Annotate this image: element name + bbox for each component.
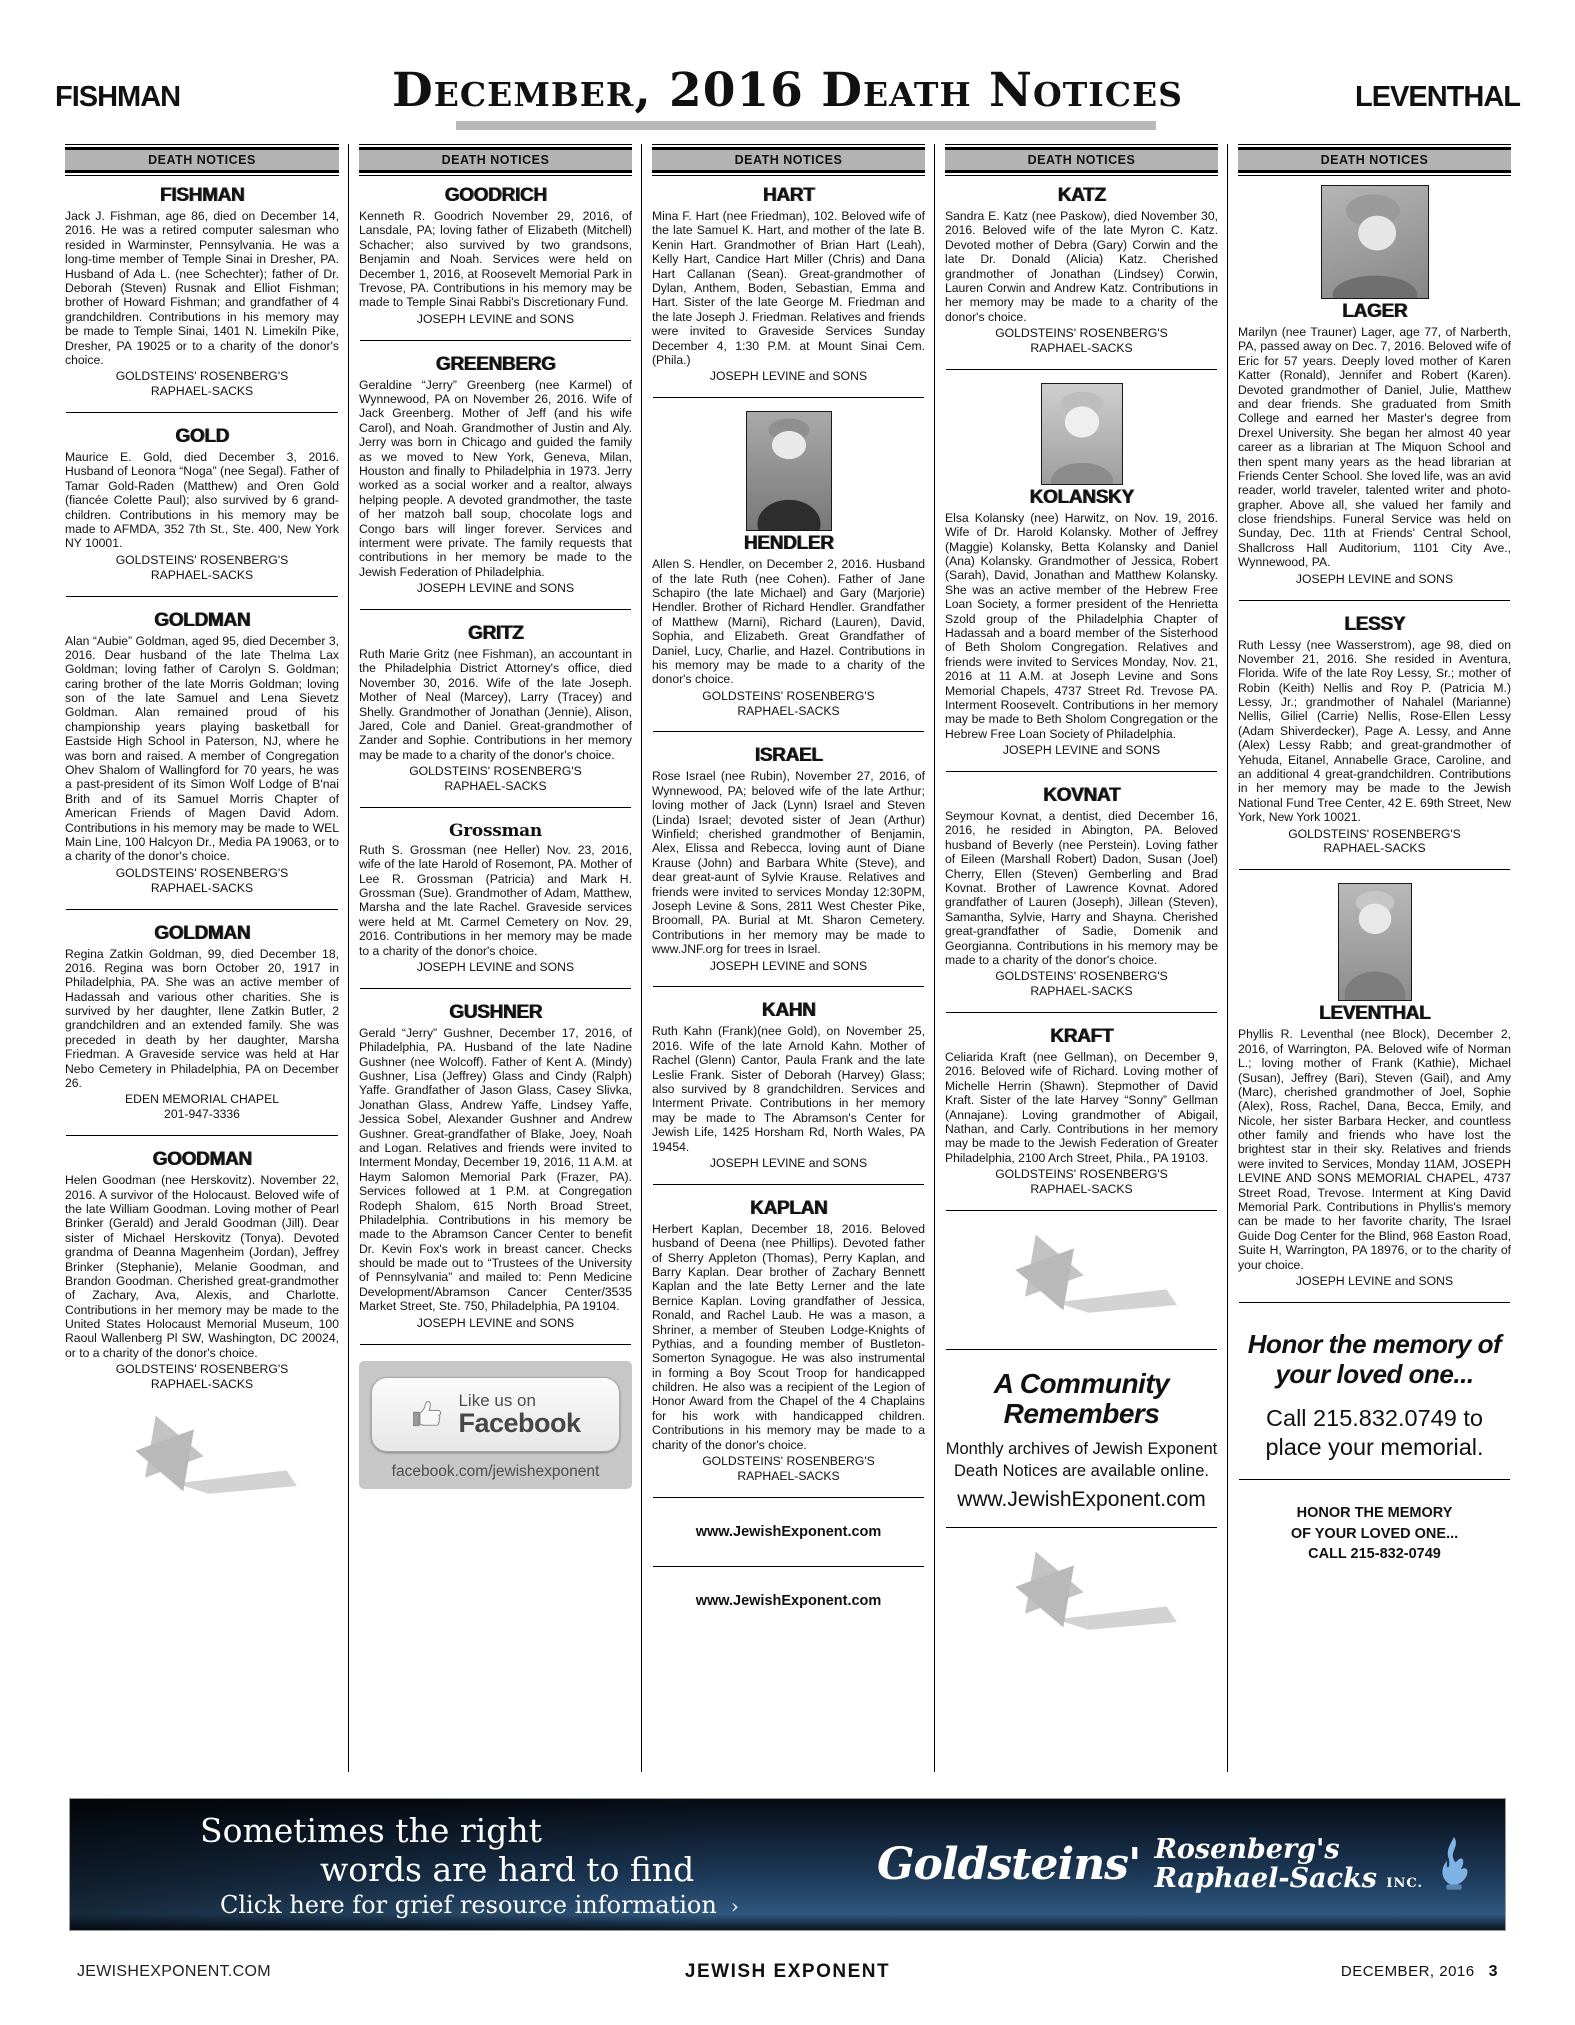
- funeral-home-credit: RAPHAEL-SACKS: [1030, 984, 1133, 999]
- portrait-photo-lager: [1321, 185, 1429, 299]
- notice-leventhal: [1238, 883, 1511, 1289]
- community-remembers-subtitle: Monthly archives of Jewish Exponent Death Notices are available online.: [945, 1440, 1218, 1480]
- notice-title: LEVENTHAL: [1318, 1003, 1431, 1025]
- column-header-label: DEATH NOTICES: [652, 147, 925, 173]
- notice-divider: [653, 1184, 924, 1185]
- notice-divider: [360, 988, 631, 989]
- notice-body: Elsa Kolansky (nee) Harwitz, on Nov. 19, 2016. Wife of Dr. Harold Kolansky. Mother of Jeffrey (Maggie) Kolansky, Betta Kolansky and Daniel (Ana) Kolansky. Grandmother of Jessica, Robert (Sarah), David, Jonathan and Matthew Kolansky. She was an active member of the Hebrew Free Loan Society, a former president of the Henrietta Szold group of the Philadelphia Chapter of Hadassah and a board member of the Sisterhood of Beth Sholom Congregation. Relatives and friends were invited to Services Monday, Nov. 21, 2016 at 11 A.M. at Joseph Levine and Sons Memorial Chapels, 4737 Street Rd. Trevose PA. Interment Roosevelt. Contributions in her memory may be made to Beth Sholom Congregation or the Hebrew Free Loan Society of Philadelphia.: [945, 510, 1218, 741]
- notice-body: Celiarida Kraft (nee Gellman), on December 9, 2016. Beloved wife of Richard. Loving mother of Michelle Herrin (Shawn). Stepmother of David Kraft. Sister of the late Harvey “Sonny” Gellman (Annajane). Loving grandmother of Abigail, Nathan, and Carly. Contributions in her memory may be made to the Jewish Federation of Greater Philadelphia, 2100 Arch Street, Phila., PA 19103.: [945, 1050, 1218, 1165]
- honor-memorial-call: Call 215.832.0749 to place your memorial.: [1265, 1404, 1484, 1461]
- star-of-david-decoration: [945, 1544, 1218, 1653]
- notice-body: Regina Zatkin Goldman, 99, died December 18, 2016. Regina was born October 20, 1917 in Philadelphia, PA. She was an active member of Hadassah and various other charities. She is survived by her daughter, Ilene Zatkin Butler, 2 grandchildren and an extended family. She was preceded in death by her daughter, Marsha Friedman. A Graveside service was held at Har Nebo Cemetery in Philadelphia, PA on December 26.: [65, 946, 339, 1091]
- facebook-like-text: Like us on: [458, 1390, 536, 1410]
- notice-body: Kenneth R. Goodrich November 29, 2016, of Lansdale, PA; loving father of Elizabeth (Mitchell) Schacher; also survived by two grandsons, Benjamin and Noah. Services were held on December 1, 2016, at Roosevelt Memorial Park in Trevose, PA. Contributions in his memory may be made to Temple Sinai Rabbi's Discretionary Fund.: [359, 209, 632, 310]
- funeral-home-credit: RAPHAEL-SACKS: [150, 384, 254, 399]
- star-of-david-icon: [982, 1227, 1182, 1331]
- continuation-name-right: LEVENTHAL: [1355, 81, 1520, 113]
- funeral-home-credit: JOSEPH LEVINE and SONS: [416, 581, 575, 596]
- notice-divider: [66, 909, 338, 910]
- notice-body: Herbert Kaplan, December 18, 2016. Beloved husband of Deena (nee Phillips). Devoted father of Sherry Appleton (Thomas), Perry Kaplan, and Barry Kaplan. Dear brother of Zachary Bennett Kaplan and the late Betty Lerner and the late Bernice Kaplan. Loving grandfather of Jessica, Ronald, and Rachel Laub. He was a mason, a Shriner, a member of Steuben Lodge-Knights of Pythias, and a founding member of Bustleton-Somerton Synagogue. He was also instrumental in forming a Boy Scout Troop for handicapped children. He also was a recipient of the Legion of Honor Award from the Chapel of the 4 Chaplains for his work with handicapped children. Contributions in his memory may be made to a charity of the donor's choice.: [652, 1221, 925, 1452]
- notice-body: Gerald “Jerry” Gushner, December 17, 2016, of Philadelphia, PA. Husband of the late Nadine Gushner (nee Wolcoff). Father of Kent A. (Mindy) Gushner, Lisa (Jeffrey) Glass and Cindy (Ralph) Yaffe. Grandfather of Jason Glass, Casey Slivka, Jonathan Glass, Andrew Yaffe, Lindsey Yaffe, Jessica Sobel, Alexander Gushner and Andrew Gushner. Great-grandfather of Blake, Joey, Noah and Logan. Relatives and friends were invited to Interment Monday, December 19, 2016, 11 A.M. at Haym Salomon Memorial Park (Frazer, PA). Services followed at 1 P.M. at Congregation Rodeph Shalom, 615 North Broad Street, Philadelphia. Contributions in his memory be made to the Abramson Cancer Center to benefit Dr. Kevin Fox's work in breast cancer. Checks should be made out to “Trustees of the University of Pennsylvania” and mailed to: Penn Medicine Development/Abramson Cancer Center/3535 Market Street, Ste. 750, Philadelphia, PA 19104.: [359, 1025, 632, 1314]
- notice-goldman-alan: [65, 610, 339, 896]
- notice-lessy: [1238, 614, 1511, 857]
- star-of-david-icon: [102, 1408, 302, 1512]
- column-1: [55, 144, 348, 1772]
- funeral-home-credit: RAPHAEL-SACKS: [444, 778, 547, 793]
- page-title: December, 2016 Death Notices: [392, 63, 1183, 118]
- facebook-url[interactable]: facebook.com/jewishexponent: [391, 1463, 600, 1481]
- funeral-home-credit: GOLDSTEINS' ROSENBERG'S: [115, 552, 289, 567]
- community-remembers-title-line1: A Community: [993, 1367, 1170, 1399]
- notice-title: GOODMAN: [152, 1149, 252, 1171]
- notice-body: Geraldine “Jerry” Greenberg (nee Karmel) of Wynnewood, PA on November 26, 2016. Wife of Jack Greenberg. Mother of Jeff (and his wife Carol), and Noah. Grandmother of Justin and Aly. Jerry was born in Chicago and guided the family as we moved to New York, Geneva, Milan, Houston and finally to Philadelphia in 1973. Jerry worked as a social worker and a realtor, always helping people. A devoted grandmother, the taste of her matzoh ball soup, chocolate logs and Congo bars will linger forever. Services and interment were private. The family requests that contributions in her memory be made to the Jewish Federation of Philadelphia.: [359, 377, 632, 579]
- goldsteins-logo: [877, 1832, 1471, 1898]
- notice-columns: [55, 144, 1520, 1772]
- page-title-block: [315, 63, 1260, 118]
- funeral-home-credit: JOSEPH LEVINE and SONS: [1295, 1273, 1454, 1288]
- column-header-label: DEATH NOTICES: [1238, 147, 1511, 173]
- notice-divider: [946, 771, 1217, 772]
- notice-divider: [653, 986, 924, 987]
- notice-goodman: [65, 1149, 339, 1392]
- honor-small-line1: HONOR THE MEMORY: [1296, 1505, 1453, 1522]
- funeral-home-credit: EDEN MEMORIAL CHAPEL: [125, 1092, 279, 1107]
- column-5: [1227, 144, 1520, 1772]
- notice-title: ISRAEL: [754, 745, 823, 767]
- notice-divider: [653, 1497, 924, 1498]
- honor-memorial-ad: [1238, 1316, 1511, 1467]
- notice-divider: [66, 1135, 338, 1136]
- footer-date: DECEMBER, 2016: [1340, 1963, 1475, 1980]
- notice-body: Ruth Lessy (nee Wasserstrom), age 98, died on November 21, 2016. She resided in Aventura, Florida. Wife of the late Roy Lessy, Sr.; mother of Robin (Keith) Nellis and Roy P. (Patricia M.) Lessy, Jr.; grandmother of Nahalel (Marianne) Nellis, Giliel (Carrie) Nellis, Rose-Ellen Lessy (Adam Shiverdecker), Page A. Lessy, and Anne (Alex) Lessy Rabb; and great-grandmother of Yehuda, Eitanel, Annabelle Grace, Caroline, and an additional 4 great-grandchildren. Contributions in her memory may be made to the Jewish National Fund Tree Center, 42 E. 69th Street, New York, New York 10021.: [1238, 637, 1511, 825]
- goldsteins-logo-line1: Goldsteins': [876, 1839, 1141, 1890]
- funeral-home-credit: JOSEPH LEVINE and SONS: [416, 1315, 575, 1330]
- goldsteins-logo-line3: Raphael-Sacks: [1154, 1862, 1377, 1894]
- notice-kaplan: [652, 1198, 925, 1484]
- notice-body: Marilyn (nee Trauner) Lager, age 77, of Narberth, PA, passed away on Dec. 7, 2016. Beloved wife of Eric for 57 years. Deeply loved mother of Karen Katter (Ronald), Jennifer and Robert (Karen). Devoted grandmother of Daniel, Julie, Matthew and dear friends. She graduated from Smith College and earned her Master's degree from Drexel University. She began her almost 40 year career as a librarian at The Miquon School and then spent many years as the head librarian at Friends Center School. She loved life, was an avid reader, world traveler, talented writer and photo-grapher. Above all, she valued her family and close friendships. Funeral Service was held on Sunday, Dec. 11th at Friends' Central School, Shallcross Hall Auditorium, 1101 City Ave., Wynnewood, PA.: [1238, 325, 1511, 570]
- funeral-home-credit: RAPHAEL-SACKS: [150, 1377, 254, 1392]
- column-header: [359, 144, 632, 176]
- funeral-home-credit: GOLDSTEINS' ROSENBERG'S: [995, 1167, 1168, 1182]
- funeral-home-credit: RAPHAEL-SACKS: [1323, 841, 1426, 856]
- notice-title: KOLANSKY: [1029, 486, 1134, 508]
- banner-cta[interactable]: Click here for grief resource information ›: [220, 1890, 739, 1919]
- funeral-home-credit: JOSEPH LEVINE and SONS: [416, 959, 575, 974]
- notice-kolansky: [945, 383, 1218, 758]
- footer-date-page: [1024, 1963, 1498, 1981]
- column-header: [1238, 144, 1511, 176]
- notice-divider: [1239, 869, 1510, 870]
- notice-divider: [653, 731, 924, 732]
- notice-divider: [653, 397, 924, 398]
- notice-title: KOVNAT: [1042, 785, 1120, 806]
- funeral-home-credit: RAPHAEL-SACKS: [1030, 341, 1133, 355]
- banner-text-block: [130, 1811, 739, 1919]
- notice-title: LESSY: [1344, 613, 1405, 635]
- facebook-promo-box[interactable]: [359, 1361, 632, 1490]
- notice-title: FISHMAN: [159, 185, 245, 206]
- goldsteins-logo-suffix: INC.: [1386, 1875, 1423, 1891]
- funeral-home-credit: GOLDSTEINS' ROSENBERG'S: [409, 764, 582, 779]
- notice-fishman: [65, 185, 339, 399]
- funeral-home-credit: RAPHAEL-SACKS: [737, 703, 840, 718]
- facebook-brand-text: Facebook: [458, 1408, 581, 1439]
- column-header-label: DEATH NOTICES: [359, 147, 632, 173]
- chevron-right-icon: ›: [730, 1893, 739, 1918]
- notice-body: Seymour Kovnat, a dentist, died December 16, 2016, he resided in Abington, PA. Beloved husband of Beverly (nee Perstein). Loving father of Eileen (Marshall Robert) Dadon, Susan (Joel) Cherry, Ellen (Steven) Gemberling and Brad Kovnat. Brother of Lawrence Kovnat. Adored grandfather of Lauren (Joseph), Jillean (Steven), Samantha, Sylvie, Harry and Shayna. Cherished great-grandfather of Sadie, Domenik and Georgianna. Contributions in his memory may be made to a charity of the donor's choice.: [945, 809, 1218, 967]
- funeral-home-credit: GOLDSTEINS' ROSENBERG'S: [702, 688, 875, 703]
- notice-divider: [946, 1210, 1217, 1211]
- portrait-photo-leventhal: [1338, 883, 1412, 1001]
- notice-gushner: [359, 1002, 632, 1331]
- title-underline-bar: [456, 121, 1156, 130]
- funeral-home-credit: JOSEPH LEVINE and SONS: [709, 958, 868, 973]
- notice-title: GOLDMAN: [153, 922, 251, 944]
- column-header: [945, 144, 1218, 176]
- star-of-david-decoration: [945, 1227, 1218, 1336]
- funeral-home-credit: GOLDSTEINS' ROSENBERG'S: [995, 326, 1168, 341]
- column-2: [348, 144, 641, 1772]
- funeral-home-credit: GOLDSTEINS' ROSENBERG'S: [115, 369, 289, 384]
- continuation-name-left: FISHMAN: [55, 81, 181, 113]
- notice-title: HART: [762, 185, 815, 206]
- thumbs-up-icon: [410, 1396, 446, 1432]
- honor-small-line2: OF YOUR LOVED ONE...: [1290, 1525, 1459, 1542]
- funeral-home-credit: GOLDSTEINS' ROSENBERG'S: [1288, 826, 1461, 841]
- notice-title: KAPLAN: [749, 1197, 828, 1219]
- notice-title: KRAFT: [1050, 1026, 1113, 1048]
- funeral-home-credit: RAPHAEL-SACKS: [150, 567, 254, 582]
- notice-divider: [360, 807, 631, 808]
- notice-divider: [946, 1527, 1217, 1528]
- funeral-home-credit: JOSEPH LEVINE and SONS: [416, 311, 575, 326]
- facebook-like-text-block: [458, 1392, 580, 1438]
- goldsteins-logo-line2: Rosenberg's: [1154, 1834, 1340, 1866]
- notice-gritz: [359, 623, 632, 794]
- funeral-home-credit: GOLDSTEINS' ROSENBERG'S: [995, 969, 1168, 984]
- notice-body: Sandra E. Katz (nee Paskow), died November 30, 2016. Beloved wife of the late Myron C. Katz. Devoted mother of Debra (Gary) Corwin and the late Dr. Donald (Alicia) Katz. Cherished grandmother of Jonathan (Lindsey) Corwin, Lauren Corwin and Andrew Katz. Contributions in her memory may be made to a charity of the donor's choice.: [945, 209, 1218, 324]
- notice-divider: [653, 1566, 924, 1567]
- notice-israel: [652, 745, 925, 973]
- funeral-home-credit: GOLDSTEINS' ROSENBERG'S: [115, 1362, 289, 1377]
- funeral-home-credit: GOLDSTEINS' ROSENBERG'S: [702, 1454, 875, 1469]
- column-4: [934, 144, 1227, 1772]
- masthead: [55, 42, 1520, 118]
- column-header: [65, 144, 339, 176]
- notice-divider: [946, 1349, 1217, 1350]
- goldsteins-logo-stack: [1154, 1836, 1423, 1893]
- notice-kraft: [945, 1026, 1218, 1197]
- notice-title: GRITZ: [467, 622, 524, 644]
- funeral-home-credit: JOSEPH LEVINE and SONS: [709, 1155, 868, 1170]
- notice-title: GOLD: [175, 426, 229, 448]
- notice-greenberg: [359, 354, 632, 596]
- notice-body: Allen S. Hendler, on December 2, 2016. Husband of the late Ruth (nee Cohen). Father of Jane Schapiro (the late Michael) and Gary (Marjorie) Hendler. Brother of Richard Hendler. Grandfather of Matthew (Marni), Richard (Lauren), David, Sophia, and Elizabeth. Great Grandfather of Daniel, Lucy, Charlie, and Hazel. Contributions in his memory may be made to a charity of the donor's choice.: [652, 557, 925, 687]
- notice-body: Ruth S. Grossman (nee Heller) Nov. 23, 2016, wife of the late Harold of Rosemont, PA. Mother of Lee R. Grossman (Patricia) and Mark H. Grossman (Sue). Grandmother of Adam, Matthew, Marsha and the late Rachel. Graveside services were held at Mt. Carmel Cemetery on Nov. 29, 2016. Contributions in her memory may be made to a charity of the donor's choice.: [359, 842, 632, 958]
- notice-divider: [1239, 1302, 1510, 1303]
- banner-line1: Sometimes the right: [200, 1810, 542, 1850]
- notice-lager: [1238, 185, 1511, 587]
- column-header-label: DEATH NOTICES: [945, 147, 1218, 173]
- notice-title: GUSHNER: [449, 1001, 542, 1023]
- grief-resource-banner-ad[interactable]: [69, 1798, 1506, 1931]
- honor-memory-small-ad: [1238, 1493, 1511, 1574]
- notice-divider: [1239, 1479, 1510, 1480]
- portrait-photo-kolansky: [1041, 383, 1123, 485]
- notice-divider: [946, 369, 1217, 370]
- column-header-label: DEATH NOTICES: [65, 147, 339, 173]
- notice-divider: [360, 1344, 631, 1345]
- notice-title: GOODRICH: [444, 185, 547, 206]
- notice-body: Helen Goodman (nee Herskovitz). November 22, 2016. A survivor of the Holocaust. Beloved wife of the late William Goodman. Loving mother of Pearl Brinker (Gerald) and Jerald Goodman (Jill). Dear sister of Michael Herskovitz (Tonya). Devoted grandma of Deanna Magenheim (Jordan), Jeffrey Brinker (Stephanie), Melanie Goodman, and Brandon Goodman. Cherished great-grandmother of Zachary, Ava, Alexis, and Charlotte. Contributions in her memory may be made to the United States Holocaust Memorial Museum, 100 Raoul Wallenberg Pl SW, Washington, DC 20024, or to a charity of the donor's choice.: [65, 1173, 339, 1360]
- notice-goodrich: [359, 185, 632, 327]
- funeral-home-credit: JOSEPH LEVINE and SONS: [1002, 743, 1161, 758]
- star-of-david-decoration: [65, 1408, 339, 1517]
- footer-website: JEWISHEXPONENT.COM: [77, 1963, 271, 1980]
- website-link-box[interactable]: www.JewishExponent.com: [695, 1523, 882, 1540]
- notice-katz: [945, 185, 1218, 356]
- notice-title: GOLDMAN: [153, 609, 251, 631]
- notice-kovnat: [945, 785, 1218, 999]
- notice-title: GREENBERG: [435, 353, 556, 375]
- community-remembers-ad: [945, 1363, 1218, 1514]
- notice-divider: [360, 340, 631, 341]
- notice-body: Ruth Marie Gritz (nee Fishman), an accountant in the Philadelphia District Attorney's office, died November 30, 2016. Wife of the late Joseph. Mother of Neal (Marcey), Larry (Tracey) and Shelly. Grandmother of Jonathan (Jennie), Alison, Jared, Cole and Daniel. Great-grandmother of Zander and Sophie. Contributions in her memory may be made to a charity of the donor's choice.: [359, 646, 632, 762]
- banner-line2: words are hard to find: [320, 1849, 695, 1889]
- notice-kahn: [652, 1000, 925, 1170]
- notice-body: Mina F. Hart (nee Friedman), 102. Beloved wife of the late Samuel K. Hart, and mother of the late B. Kenin Hart. Grandmother of Brian Hart (Leah), Kelly Hart, Candice Hart Miller (Chris) and Dana Hart Callanan (Sean). Great-grandmother of Dylan, Anthem, Boden, Sebastian, Emma and Hart. Sister of the late George M. Friedman and the late Joseph J. Friedman. Relatives and friends were invited to Graveside Services Sunday December 4, 1:30 P.M. at Mount Sinai Cem. (Phila.): [652, 209, 925, 367]
- footer-page-number: 3: [1488, 1963, 1499, 1980]
- notice-body: Rose Israel (nee Rubin), November 27, 2016, of Wynnewood, PA; beloved wife of the late Arthur; loving mother of Jack (Lynn) Israel and Steven (Linda) Israel; devoted sister of Jean (Arthur) Winfield; cherished grandmother of Benjamin, Alex, Elissa and Rebecca, loving aunt of Diane Krause (John) and Barbara White (Steve), and dear great-aunt of Sylvie Krause. Relatives and friends were invited to services Monday 12:30PM, Joseph Levine & Sons, 2811 West Chester Pike, Broomall, PA. Burial at Mt. Sharon Cemetery. Contributions in her memory may be made to www.JNF.org for trees in Israel.: [652, 769, 925, 957]
- community-remembers-title-line2: Remembers: [1003, 1398, 1160, 1430]
- notice-title: LAGER: [1341, 301, 1407, 322]
- star-of-david-icon: [982, 1544, 1182, 1648]
- column-3: [641, 144, 934, 1772]
- notice-grossman: [359, 821, 632, 975]
- notice-title: KATZ: [1057, 185, 1106, 206]
- notice-body: Phyllis R. Leventhal (nee Block), December 2, 2016, of Warrington, PA. Beloved wife of Norman L.; loving mother of Frank (Kathie), Michael (Susan), Jeffrey (Bari), Steven (Gail), and Amy (Marc), cherished grandmother of Joel, Sophie (Alex), Ross, Rachel, Dana, Becca, Emily, and Nicole, her sister Barbara Hecker, and countless other family and friends who have lost the brightest star in their sky. Relatives and friends were invited to Services, Monday 11AM, JOSEPH LEVINE AND SONS MEMORIAL CHAPEL, 4737 Street Road, Trevose. Interment at King David Memorial Park. Contributions in Phyllis's memory can be made to her favorite charity, The Israel Guide Dog Center for the Blind, 968 Easton Road, Suite H, Warrington, PA 18976, or to the charity of your choice.: [1238, 1027, 1511, 1272]
- notice-divider: [360, 609, 631, 610]
- notice-title: Grossman: [449, 820, 542, 841]
- honor-small-line3: CALL 215-832-0749: [1308, 1545, 1441, 1562]
- notice-hendler: [652, 411, 925, 718]
- notice-divider: [66, 412, 338, 413]
- notice-body: Jack J. Fishman, age 86, died on December 14, 2016. He was a retired computer salesman who resided in Warminster, Pennsylvania. He was a long-time member of Temple Sinai in Dresher, PA. Husband of Ada L. (nee Schechter); father of Dr. Deborah (Steven) Rusnak and Elliot Fishman; brother of Howard Fishman; and grandfather of 4 grandchildren. Contributions in his memory may be made to Temple Sinai, 1401 N. Limekiln Pike, Dresher, PA 19025 or to a charity of the donor's choice.: [65, 209, 339, 367]
- notice-goldman-regina: [65, 923, 339, 1123]
- community-remembers-url[interactable]: www.JewishExponent.com: [957, 1488, 1206, 1512]
- memorial-flame-icon: [1437, 1832, 1471, 1898]
- notice-divider: [66, 596, 338, 597]
- website-link-box[interactable]: www.JewishExponent.com: [695, 1592, 882, 1609]
- funeral-home-credit: JOSEPH LEVINE and SONS: [1295, 571, 1454, 586]
- notice-gold: [65, 426, 339, 582]
- funeral-home-credit: RAPHAEL-SACKS: [150, 880, 254, 895]
- notice-divider: [1239, 600, 1510, 601]
- notice-body: Ruth Kahn (Frank)(nee Gold), on November 25, 2016. Wife of the late Arnold Kahn. Mother of Rachel (Glenn) Cantor, Paula Frank and the late Leslie Frank. Sister of Deborah (Harvey) Glass; also survived by 8 grandchildren. Services and Interment Private. Contributions in her memory may be made to The Abramson's Center for Jewish Life, 1425 Horsham Rd, North Wales, PA 19454.: [652, 1024, 925, 1154]
- portrait-photo-hendler: [746, 411, 832, 531]
- notice-divider: [946, 1012, 1217, 1013]
- notice-title: HENDLER: [743, 533, 834, 555]
- funeral-home-credit: JOSEPH LEVINE and SONS: [709, 369, 868, 384]
- notice-hart: [652, 185, 925, 384]
- funeral-home-credit: RAPHAEL-SACKS: [737, 1468, 840, 1483]
- notice-title: KAHN: [761, 1000, 816, 1022]
- funeral-home-credit: GOLDSTEINS' ROSENBERG'S: [115, 865, 289, 880]
- funeral-home-credit: RAPHAEL-SACKS: [1030, 1182, 1133, 1197]
- column-header: [652, 144, 925, 176]
- facebook-like-button[interactable]: [371, 1377, 620, 1453]
- notice-body: Alan “Aubie” Goldman, aged 95, died December 3, 2016. Dear husband of the late Thelma Lax Goldman; loving father of Carolyn S. Goldman; caring brother of the late Morris Goldman; loving son of the late Samuel and Lena Sievetz Goldman. Alan remained proud of his championship years playing basketball for Eastside High School in Paterson, NJ, where he was born and raised. A member of Congregation Ohev Shalom of Wallingford for 70 years, he was a past-president of its Simon Wolf Lodge of B'nai Brith and of its Samuel Morris Chapter of American Friends of Magen David Adom. Contributions in his memory may be made to WEL Main Line, 100 Halcyon Dr., Media PA 19063, or to a charity of the donor's choice.: [65, 633, 339, 864]
- funeral-home-credit: 201-947-3336: [164, 1107, 240, 1122]
- honor-memorial-title: Honor the memory of your loved one...: [1247, 1328, 1502, 1389]
- footer-publication-name: JEWISH EXPONENT: [684, 1961, 891, 1982]
- page-footer: [77, 1961, 1498, 1983]
- notice-body: Maurice E. Gold, died December 3, 2016. Husband of Leonora “Noga” (nee Segal). Father of Tamar Gold-Raden (Matthew) and Oren Gold (fiancée Colette Paul); also survived by 6 grand-children. Contributions in his memory may be made to AFMDA, 352 7th St., Ste. 400, New York NY 10001.: [65, 450, 339, 551]
